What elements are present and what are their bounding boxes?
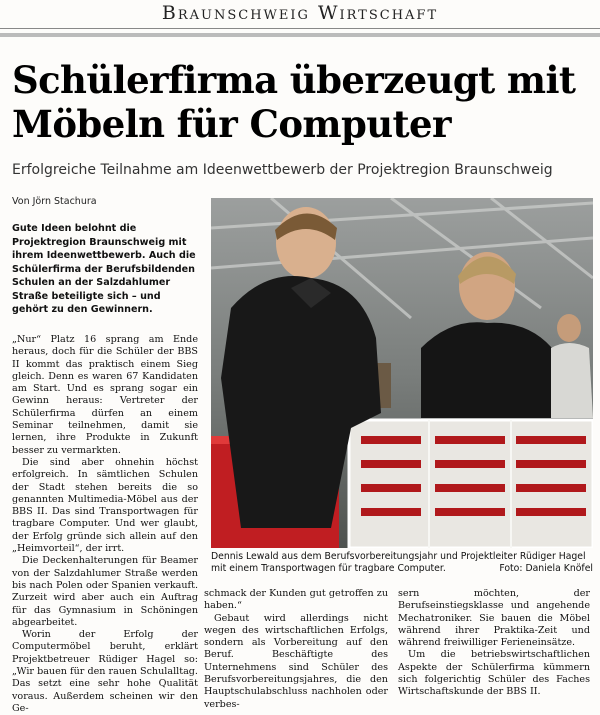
paragraph: Die Deckenhalterungen für Beamer von der Salzdahlumer Straße werden bis nach Polen oder Spanien verkauft. Zurzeit wird aber auch ein Auftrag für das Gymnasium in Schöningen abgearbeitet. [12,555,198,628]
section-rule [0,28,600,29]
article-photo [211,198,593,548]
photo-caption [211,551,593,575]
article-column-3 [398,588,590,699]
paragraph: schmack der Kunden gut getroffen zu haben.“ [204,588,388,612]
photo-credit: Foto: Daniela Knöfel [499,563,593,574]
section-title: Braunschweig Wirtschaft [161,2,439,24]
lead-paragraph: Gute Ideen belohnt die Projektregion Braunschweig mit ihrem Ideenwettbewerb. Auch die Schülerfirma der Berufsbildenden Schulen an der Salzdahlumer Straße beteiligte sich – und gehört zu den Gewinnern. [12,223,196,315]
paragraph: sern möchten, der Berufseinstiegsklasse und angehende Mechatroniker. Sie bauen die Möbel während ihrer Praktika-Zeit und während freiwilliger Ferieneinsätze. [398,588,590,649]
paragraph: Gebaut wird allerdings nicht wegen des wirtschaftlichen Erfolgs, sondern als Vorbereitung auf den Beruf. Beschäftigte des Unternehmens sind Schüler des Berufsvorbereitungsjahres, die den Hauptschulabschluss nachholen oder verbes- [204,612,388,710]
subheadline: Erfolgreiche Teilnahme am Ideenwettbewerb der Projektregion Braunschweig [12,162,553,178]
paragraph: Um die betriebswirtschaftlichen Aspekte der Schülerfirma kümmern sich folgerichtig Schüler des Faches Wirtschaftskunde der BBS II. [398,649,590,698]
caption-text: Dennis Lewald aus dem Berufsvorbereitungsjahr und Projektleiter Rüdiger Hagel mit einem Transportwagen für tragbare Computer. [211,551,586,574]
article-column-2 [204,588,388,711]
section-rule-thick [0,33,600,37]
workshop-photo-illustration [211,198,593,548]
paragraph: Worin der Erfolg der Computermöbel beruht, erklärt Projektbetreuer Rüdiger Hagel so: „Wir bauen für den rauen Schulalltag. Das setzt eine sehr hohe Qualität voraus. Außerdem scheinen wir den Ge- [12,629,198,714]
paragraph: „Nur“ Platz 16 sprang am Ende heraus, doch für die Schüler der BBS II kommt das praktisch einem Sieg gleich. Denn es waren 67 Kandidaten am Start. Und es sprang sogar ein Gewinn heraus: Vertreter der Schülerfirma dürfen an einem Seminar teilnehmen, damit sie lernen, ihre Produkte in Zukunft besser zu vermarkten. [12,334,198,456]
headline: Schülerfirma überzeugt mit Möbeln für Computer [12,58,576,146]
article-column-1 [12,334,198,715]
byline: Von Jörn Stachura [12,196,97,207]
paragraph: Die sind aber ohnehin höchst erfolgreich. In sämtlichen Schulen der Stadt stehen bereits die so genannten Multimedia-Möbel aus der BBS II. Das sind Transportwagen für tragbare Computer. Und wer glaubt, der Erfolg gründe sich allein auf den „Heimvorteil“, der irrt. [12,456,198,555]
